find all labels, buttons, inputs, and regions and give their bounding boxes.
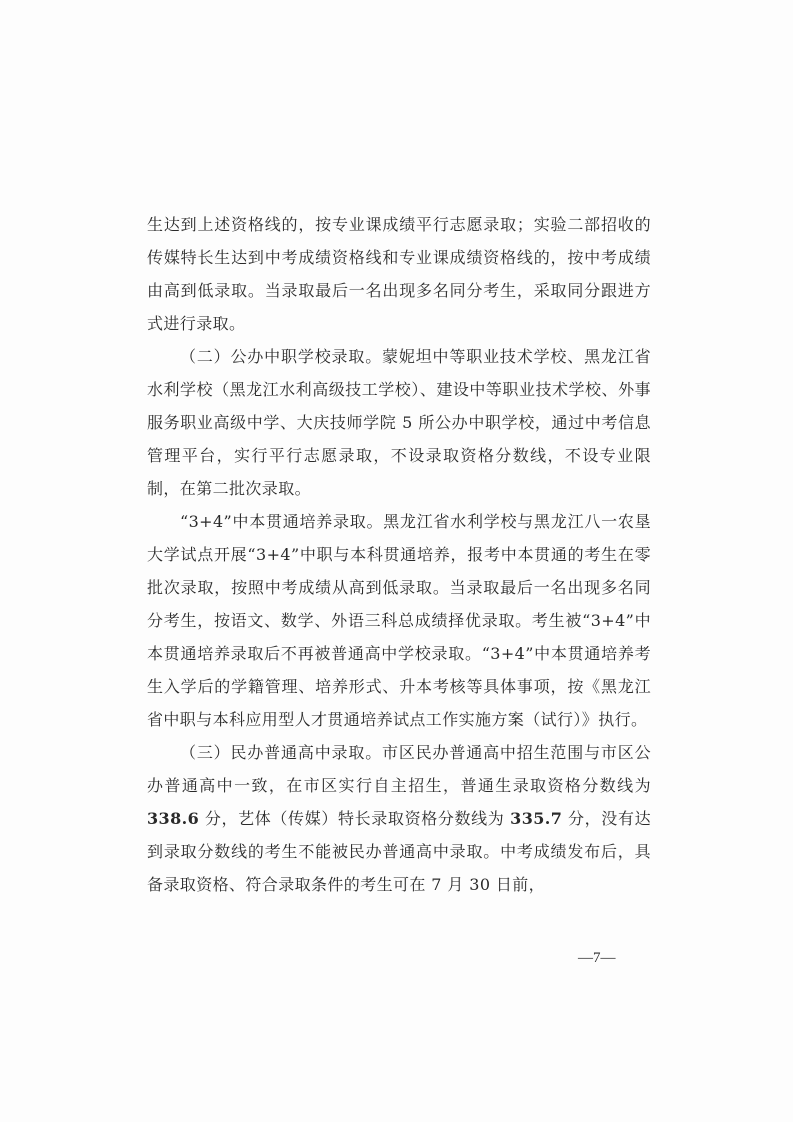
- paragraph-public-vocational-admission: [147, 340, 651, 505]
- paragraph-continuation: [147, 208, 651, 340]
- paragraph-private-high-school-admission: [147, 736, 651, 901]
- document-body: [147, 208, 651, 901]
- paragraph-3plus4-admission: [147, 505, 651, 736]
- paragraph-text: 分，没有达到录取分数线的考生不能被民办普通高中录取。中考成绩发布后，具备录取资格、符合录取条件的考生可在 7 月 30 日前，: [147, 809, 651, 894]
- paragraph-text: 生达到上述资格线的，按专业课成绩平行志愿录取；实验二部招收的传媒特长生达到中考成绩资格线和专业课成绩资格线的，按中考成绩由高到低录取。当录取最后一名出现多名同分考生，采取同分跟进方式进行录取。: [147, 215, 651, 333]
- paragraph-text: 市区民办普通高中招生范围与市区公办普通高中一致，在市区实行自主招生，普通生录取资格分数线为: [147, 743, 651, 795]
- paragraph-text: 分，艺体（传媒）特长录取资格分数线为: [199, 809, 511, 828]
- section-heading: （二）公办中职学校录取。: [180, 347, 383, 366]
- score-line-arts: 335.7: [510, 809, 563, 828]
- score-line-regular: 338.6: [147, 809, 200, 828]
- paragraph-text: “3+4”中本贯通培养录取。黑龙江省水利学校与黑龙江八一农垦大学试点开展“3+4”中职与本科贯通培养，报考中本贯通的考生在零批次录取，按照中考成绩从高到低录取。当录取最后一名出现多名同分考生，按语文、数学、外语三科总成绩择优录取。考生被“3+4”中本贯通培养录取后不再被普通高中学校录取。“3+4”中本贯通培养考生入学后的学籍管理、培养形式、升本考核等具体事项，按《黑龙江省中职与本科应用型人才贯通培养试点工作实施方案（试行）》执行。: [147, 512, 651, 729]
- page-number: —7—: [578, 950, 616, 966]
- section-heading: （三）民办普通高中录取。: [180, 743, 383, 762]
- paragraph-text: 蒙妮坦中等职业技术学校、黑龙江省水利学校（黑龙江水利高级技工学校）、建设中等职业技术学校、外事服务职业高级中学、大庆技师学院 5 所公办中职学校，通过中考信息管理平台，实行平行志愿录取，不设录取资格分数线，不设专业限制，在第二批次录取。: [147, 347, 651, 498]
